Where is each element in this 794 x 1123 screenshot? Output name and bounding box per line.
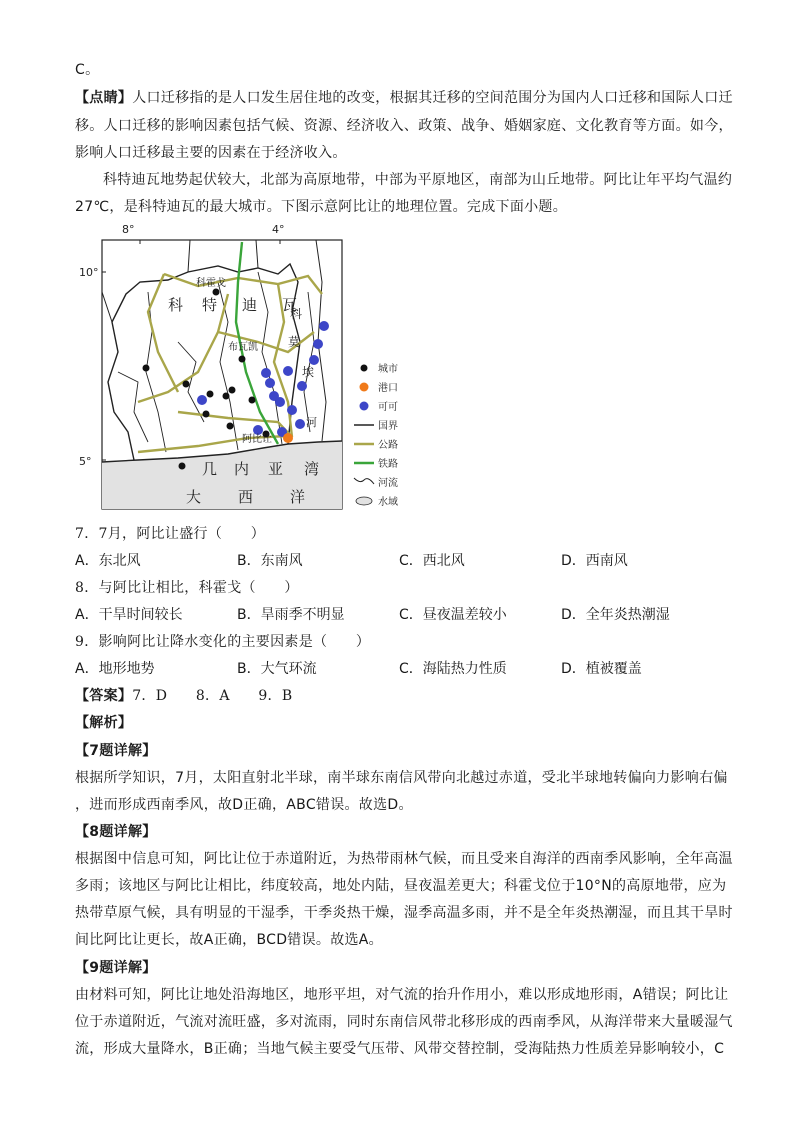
q8-option-c: C．昼夜温差较小 [399, 607, 507, 623]
gulf-char-3: 亚 [268, 460, 284, 478]
country-char-4: 瓦 [282, 296, 298, 314]
cocoa-point [313, 339, 323, 349]
q8-detail-line-3: 热带草原气候，具有明显的干湿季，干季炎热干燥，湿季高温多雨，并不是全年炎热潮湿，而且其干旱时 [75, 905, 733, 921]
q9-detail-tag: 【9题详解】 [75, 960, 157, 976]
q9-stem: 9．影响阿比让降水变化的主要因素是（ ） [75, 634, 371, 650]
q9-option-c: C．海陆热力性质 [399, 661, 507, 677]
q9-detail-line-1: 由材料可知，阿比让地处沿海地区，地形平坦，对气流的抬升作用小，难以形成地形雨，A错误；阿比让 [75, 987, 729, 1003]
q8-detail-tag: 【8题详解】 [75, 824, 157, 840]
q7-detail-tag: 【7题详解】 [75, 743, 157, 759]
legend-rail: 铁路 [378, 459, 398, 470]
ocean-char-1: 大 [186, 488, 202, 506]
answer-line [75, 686, 292, 706]
country-char-3: 迪 [242, 296, 258, 314]
city-point [183, 381, 190, 388]
legend-city: 城市 [378, 364, 398, 375]
country-char-1: 科 [168, 296, 184, 314]
abidjan-location-map [78, 222, 418, 514]
legend-road: 公路 [378, 440, 398, 451]
gulf-char-4: 湾 [304, 460, 320, 478]
dianjing-line-2: 移。人口迁移的影响因素包括气候、资源、经济收入、政策、战争、婚姻家庭、文化教育等方面。如今， [75, 118, 733, 134]
legend-cocoa-icon [360, 402, 369, 411]
lon-label-right: 4° [272, 223, 285, 236]
cocoa-point [295, 419, 305, 429]
legend-border: 国界 [378, 421, 398, 432]
ocean-char-2: 西 [238, 488, 254, 506]
legend-cocoa: 可可 [378, 402, 398, 413]
gulf-char-1: 几 [202, 460, 218, 478]
map-legend [354, 362, 398, 508]
legend-water: 水域 [378, 497, 398, 508]
material-line-2: 27℃，是科特迪瓦的最大城市。下图示意阿比让的地理位置。完成下面小题。 [75, 199, 568, 215]
legend-port-icon [360, 383, 369, 392]
q8-detail-line-1: 根据图中信息可知，阿比让位于赤道附近，为热带雨林气候，而且受来自海洋的西南季风影响，全年高温 [75, 851, 733, 867]
korhogo-label: 科霍戈 [196, 278, 226, 289]
river-char: 河 [306, 416, 317, 429]
legend-river-icon [354, 478, 374, 484]
q7-option-c: C．西北风 [399, 553, 465, 569]
city-bouake-dot [239, 356, 246, 363]
neighbor-char-3: 埃 [302, 365, 315, 379]
lon-label-left: 8° [122, 223, 135, 236]
city-point [227, 423, 234, 430]
q8-option-a: A．干旱时间较长 [75, 607, 183, 623]
q9-detail-line-3: 流，形成大量降水，B正确；当地气候主要受气压带、风带交替控制，受海陆热力性质差异影响较小，C [75, 1041, 725, 1057]
answer-tag: 【答案】 [75, 688, 133, 704]
cocoa-point [309, 355, 319, 365]
q7-stem: 7．7月，阿比让盛行（ ） [75, 526, 266, 542]
q9-option-b: B．大气环流 [237, 661, 317, 677]
bouake-label: 布瓦凯 [228, 342, 258, 353]
gulf-char-2: 内 [234, 460, 250, 478]
legend-port: 港口 [378, 383, 398, 394]
material-line-1: 科特迪瓦地势起伏较大，北部为高原地带，中部为平原地区，南部为山丘地带。阿比让年平均气温约 [103, 172, 733, 188]
city-point [179, 463, 186, 470]
q7-detail-line-1: 根据所学知识，7月，太阳直射北半球，南半球东南信风带向北越过赤道，受北半球地转偏向力影响右偏 [75, 770, 728, 786]
cocoa-point [265, 378, 275, 388]
dianjing-line-3: 影响人口迁移最主要的因素在于经济收入。 [75, 145, 347, 161]
city-point [207, 391, 214, 398]
city-point [229, 387, 236, 394]
q9-detail-line-2: 位于赤道附近，气流对流旺盛，多对流雨，同时东南信风带北移形成的西南季风，从海洋带来大量暖湿气 [75, 1014, 733, 1030]
city-korhogo-dot [213, 289, 220, 296]
neighbor-char-1: 科 [290, 307, 303, 321]
answer-text: 7．D 8．A 9．B [132, 688, 293, 704]
neighbor-char-2: 莫 [288, 335, 301, 349]
dianjing-line-1 [75, 88, 733, 108]
analysis-tag: 【解析】 [75, 715, 133, 731]
q8-option-d: D．全年炎热潮湿 [561, 607, 670, 623]
answer-tail: C。 [75, 62, 100, 78]
ocean-char-3: 洋 [290, 488, 306, 506]
lat-label-bottom: 5° [79, 455, 92, 468]
abidjan-label: 阿比让 [242, 434, 272, 445]
cocoa-point [197, 395, 207, 405]
city-point [249, 397, 256, 404]
legend-city-icon [361, 365, 368, 372]
country-char-2: 特 [202, 296, 218, 314]
city-point [203, 411, 210, 418]
q8-detail-line-4: 间比阿比让更长，故A正确，BCD错误。故选A。 [75, 932, 383, 948]
dianjing-text-1: 人口迁移指的是人口发生居住地的改变，根据其迁移的空间范围分为国内人口迁移和国际人口迁 [132, 90, 733, 106]
cocoa-point [319, 321, 329, 331]
city-point [143, 365, 150, 372]
port-abidjan [283, 433, 293, 443]
cocoa-point [297, 381, 307, 391]
q8-stem: 8．与阿比让相比，科霍戈（ ） [75, 580, 299, 596]
city-point [223, 393, 230, 400]
q8-detail-line-2: 多雨；该地区与阿比让相比，纬度较高，地处内陆，昼夜温差更大；科霍戈位于10°N的高原地带，应为 [75, 878, 727, 894]
cocoa-point [287, 405, 297, 415]
q7-detail-line-2: ，进而形成西南季风，故D正确，ABC错误。故选D。 [75, 797, 413, 813]
dianjing-tag: 【点睛】 [75, 90, 133, 106]
q9-option-d: D．植被覆盖 [561, 661, 642, 677]
cocoa-point [275, 397, 285, 407]
q7-option-a: A．东北风 [75, 553, 141, 569]
q9-option-a: A．地形地势 [75, 661, 155, 677]
legend-river: 河流 [378, 478, 398, 489]
q7-option-b: B．东南风 [237, 553, 303, 569]
q8-option-b: B．旱雨季不明显 [237, 607, 345, 623]
legend-water-icon [356, 497, 372, 505]
q7-option-d: D．西南风 [561, 553, 628, 569]
lat-label-top: 10° [79, 266, 99, 279]
cocoa-point [283, 366, 293, 376]
cocoa-point [261, 368, 271, 378]
